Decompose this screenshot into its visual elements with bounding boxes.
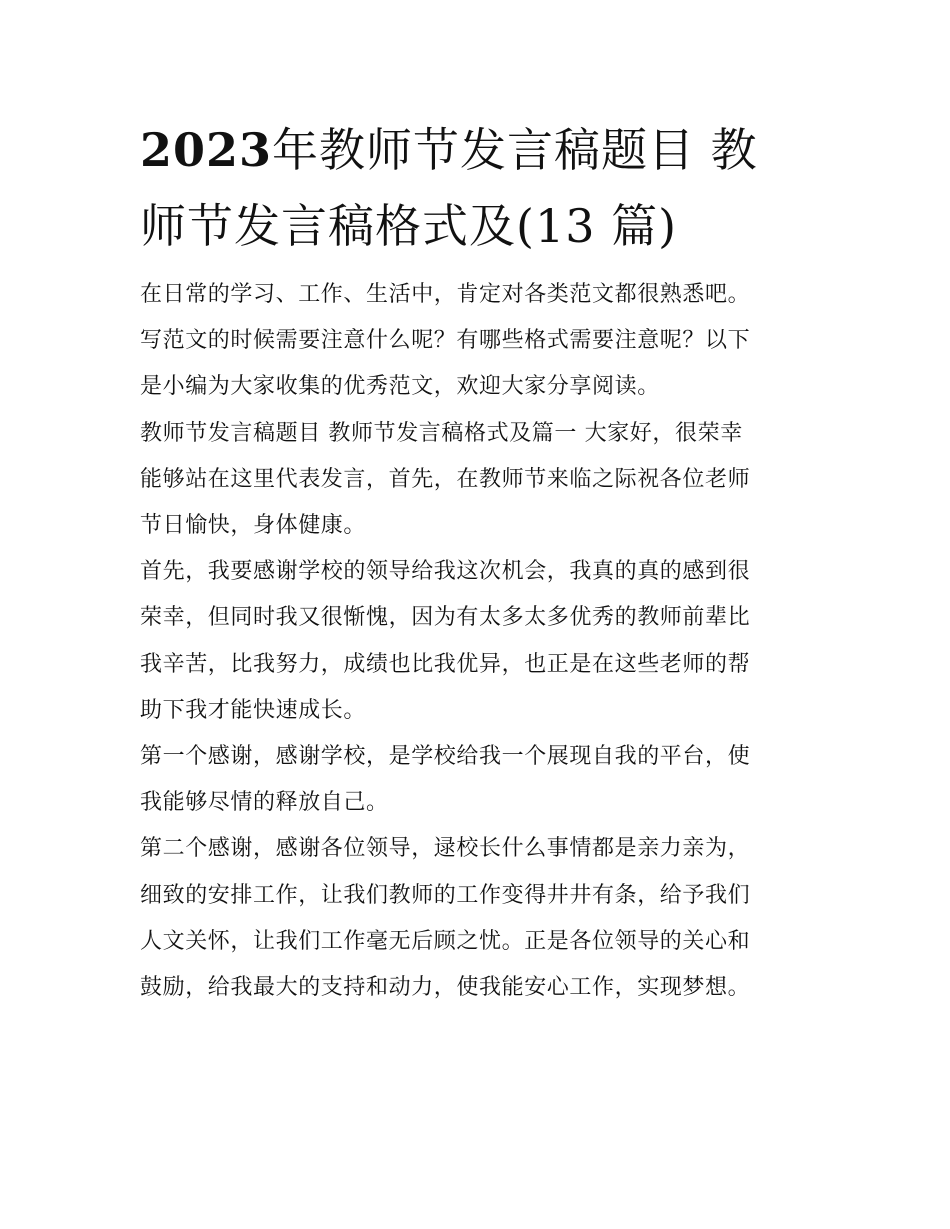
document-body (140, 272, 820, 1011)
text-line: 节日愉快，身体健康。 (140, 513, 367, 539)
paragraph-intro (140, 272, 820, 411)
text-line: 教师节发言稿题目 教师节发言稿格式及篇一 大家好，很荣幸 (140, 420, 743, 446)
text-line: 首先，我要感谢学校的领导给我这次机会，我真的真的感到很 (140, 559, 751, 585)
text-line: 第一个感谢，感谢学校，是学校给我一个展现自我的平台，使 (140, 744, 751, 770)
paragraph-thanks-leaders (140, 549, 820, 734)
paragraph-greeting (140, 411, 820, 550)
text-line: 我辛苦，比我努力，成绩也比我优异，也正是在这些老师的帮 (140, 651, 751, 677)
title-line-1 (140, 112, 820, 188)
document-page (140, 112, 820, 1011)
title-line-1-text: 年教师节发言稿题目 教 (272, 123, 758, 177)
text-line: 人文关怀，让我们工作毫无后顾之忧。正是各位领导的关心和 (140, 928, 751, 954)
title-year: 2023 (140, 123, 273, 177)
text-line: 细致的安排工作，让我们教师的工作变得井井有条，给予我们 (140, 882, 751, 908)
text-line: 第二个感谢，感谢各位领导，逯校长什么事情都是亲力亲为， (140, 836, 751, 862)
text-line: 我能够尽情的释放自己。 (140, 790, 389, 816)
text-line: 荣幸，但同时我又很惭愧，因为有太多太多优秀的教师前辈比 (140, 605, 751, 631)
text-line: 鼓励，给我最大的支持和动力，使我能安心工作，实现梦想。 (140, 975, 751, 1001)
text-line: 助下我才能快速成长。 (140, 697, 367, 723)
text-line: 写范文的时候需要注意什么呢？有哪些格式需要注意呢？以下 (140, 328, 751, 354)
text-line: 是小编为大家收集的优秀范文，欢迎大家分享阅读。 (140, 374, 660, 400)
paragraph-thanks-school (140, 734, 820, 826)
text-line: 能够站在这里代表发言，首先，在教师节来临之际祝各位老师 (140, 466, 751, 492)
paragraph-thanks-principal (140, 826, 820, 1011)
text-line: 在日常的学习、工作、生活中，肯定对各类范文都很熟悉吧。 (140, 282, 751, 307)
document-title (140, 112, 820, 264)
title-line-2: 师节发言稿格式及(13 篇) (140, 199, 678, 253)
